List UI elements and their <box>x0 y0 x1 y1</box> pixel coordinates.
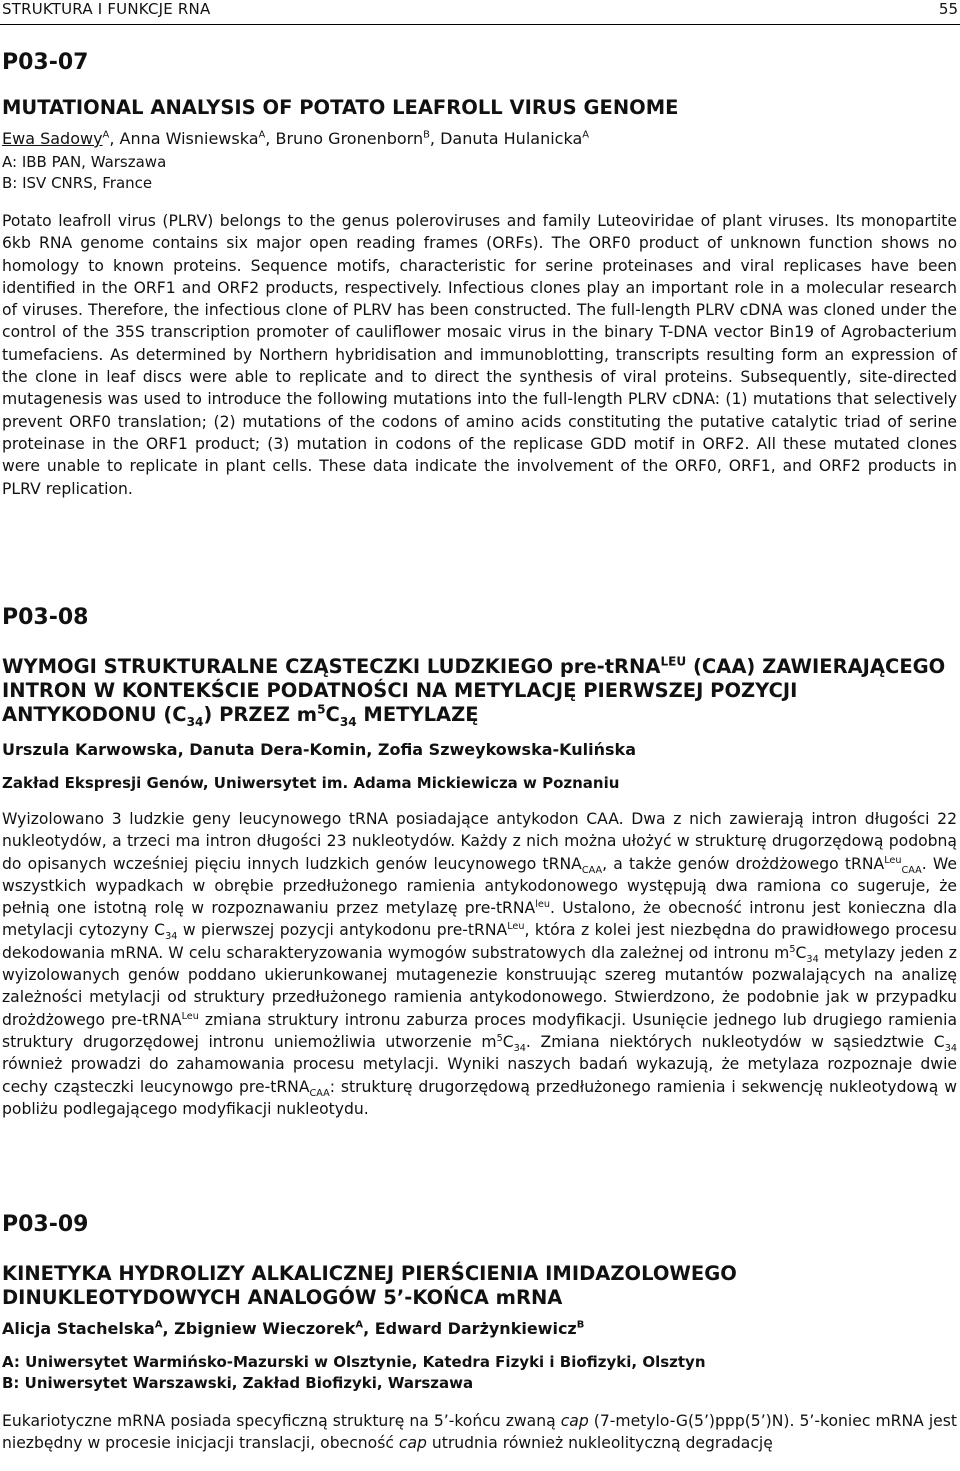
body-text: C <box>795 943 807 962</box>
title-superscript: 5 <box>317 702 326 717</box>
author-list: Urszula Karwowska, Danuta Dera-Komin, Zofia Szweykowska-Kulińska <box>2 740 636 759</box>
body-italic: cap <box>560 1412 589 1430</box>
title-subscript: 34 <box>339 714 357 729</box>
affiliation: Zakład Ekspresji Genów, Uniwersytet im. Adama Mickiewicza w Poznaniu <box>2 774 620 792</box>
body-text: (7-metylo-G(5’)ppp(5’)N). 5’-koniec mRNA jest niezbędny w procesie inicjacji translacji, obecność <box>2 1412 957 1453</box>
superscript: Leu <box>181 1010 199 1022</box>
body-italic: cap <box>398 1434 427 1453</box>
subscript: 34 <box>806 953 819 965</box>
abstract-body: Potato leafroll virus (PLRV) belongs to the genus poleroviruses and family Luteoviridae of plant viruses. Its monopartite 6kb RNA genome contains six major open reading frames (ORFs). The ORF0 product of unknown function shows no homology to known proteins. Sequence motifs, characteristic for serine proteinases and viral replicases have been identified in the ORF1 and ORF2 products, respectively. Infectious clones play an important role in a molecular research of viruses. Therefore, the infectious clone of PLRV has been constructed. The full-length PLRV cDNA was cloned under the control of the 35S transcription promoter of cauliflower mosaic virus in the binary T-DNA vector Bin19 of Agrobacterium tumefaciens. As determined by Northern hybridisation and immunoblotting, transcripts resulting form an expression of the clone in leaf discs were able to replicate and to direct the synthesis of viral proteins. Subsequently, site-directed mutagenesis was used to introduce the following mutations into the full-length PLRV cDNA: (1) mutations that selectively prevent ORF0 translation; (2) mutations of the codons of amino acids constituting the putative catalytic triad of serine proteinase in the ORF1 product; (3) mutation in codons of the replicase GDD motif in ORF2. All these mutated clones were unable to replicate in plant cells. These data indicate the involvement of the ORF0, ORF1, and ORF2 products in PLRV replication. <box>2 212 957 498</box>
title-part: (CAA) ZAWIERAJĄCEGO INTRON W KONTEKŚCIE PODATNOŚCI NA METYLACJĘ PIERWSZEJ POZYCJI ANTYKODONU (C <box>2 655 946 726</box>
author-affiliation-mark: A <box>102 129 110 141</box>
abstract-p03-09 <box>2 1210 957 1455</box>
author-list <box>2 1318 957 1340</box>
subscript: 34 <box>944 1043 957 1055</box>
abstract-code: P03-08 <box>2 605 89 630</box>
section-title: STRUKTURA I FUNKCJE RNA <box>2 0 211 18</box>
body-text: w pierwszej pozycji antykodonu pre-tRNA <box>177 921 508 940</box>
body-text: , a także genów drożdżowego tRNA <box>602 854 885 873</box>
title-part: ) PRZEZ m <box>203 703 318 726</box>
author-name: Bruno Gronenborn <box>275 129 424 148</box>
author-separator: , <box>429 129 441 148</box>
subscript: CAA <box>309 1087 330 1099</box>
body-text: metylazy jeden z wyizolowanych genów poddano ukierunkowanej mutagenezie konstruując szereg mutantów pozwalających na analizę zależności metylacji od struktury przedłużonego ramienia antykodonowego. Stwierdzono, że podobnie jak w przypadku drożdżowego pre-tRNA <box>2 943 957 1029</box>
title-part: C <box>325 703 340 726</box>
author-name: Alicja Stachelska <box>2 1319 155 1338</box>
subscript: 34 <box>513 1043 526 1055</box>
subscript: CAA <box>901 864 922 876</box>
superscript: Leu <box>884 854 902 866</box>
author-affiliation-mark: A <box>582 129 590 141</box>
title-superscript: LEU <box>660 654 687 669</box>
author-affiliation-mark: B <box>423 129 430 141</box>
affiliation-a: A: Uniwersytet Warmińsko-Mazurski w Olsztynie, Katedra Fizyki i Biofizyki, Olsztyn <box>2 1353 706 1371</box>
subscript: 34 <box>165 931 178 943</box>
subscript: CAA <box>581 864 603 876</box>
author-name: Ewa Sadowy <box>2 129 103 148</box>
superscript: Leu <box>507 921 525 933</box>
affiliation-b: B: Uniwersytet Warszawski, Zakład Biofizyki, Warszawa <box>2 1374 474 1392</box>
abstract-code: P03-09 <box>2 1212 89 1237</box>
author-name: Danuta Hulanicka <box>440 129 583 148</box>
body-text: , która z kolei jest niezbędna do prawidłowego procesu dekodowania mRNA. W celu scharakteryzowania wymogów substratowych dla zależnej od intronu m <box>2 921 957 962</box>
body-text: : strukturę drugorzędową przedłużonego ramienia i sekwencję nukleotydową w pobliżu podlegającego modyfikacji nukleotydu. <box>2 1077 957 1118</box>
author-name: Edward Darżynkiewicz <box>374 1319 577 1338</box>
body-text: C <box>502 1032 514 1051</box>
author-separator: , <box>363 1319 375 1338</box>
author-affiliation-mark: A <box>258 129 266 141</box>
page-number: 55 <box>938 0 958 18</box>
title-subscript: 34 <box>186 714 204 729</box>
abstract-body <box>2 1410 957 1455</box>
abstract-body <box>2 808 957 1120</box>
body-text: Wyizolowano 3 ludzkie geny leucynowego tRNA posiadające antykodon CAA. Dwa z nich zawierają intron długości 22 nukleotydów, a trzeci ma intron długości 23 nukleotydów. Każdy z nich można ułożyć w strukturę drugorzędową podobną do opisanych wcześniej pięciu innych ludzkich genów leucynowego tRNA <box>2 810 957 873</box>
body-text: utrudnia również nukleolityczną degradację <box>426 1434 773 1453</box>
author-name: Anna Wisniewska <box>119 129 259 148</box>
superscript: 5 <box>789 943 796 955</box>
author-affiliation-mark: A <box>355 1319 364 1331</box>
author-affiliation-mark: B <box>576 1319 585 1331</box>
affiliation-a: A: IBB PAN, Warszawa <box>2 153 167 171</box>
abstract-title <box>2 655 957 727</box>
abstract-p03-08 <box>2 603 957 1120</box>
body-text: również prowadzi do zahamowania procesu metylacji. Wyniki naszych badań wykazują, że metylaza rozpoznaje dwie cechy cząsteczki leucynowgo pre-tRNA <box>2 1055 957 1096</box>
superscript: leu <box>535 899 550 910</box>
abstract-title: MUTATIONAL ANALYSIS OF POTATO LEAFROLL VIRUS GENOME <box>2 96 679 119</box>
author-name: Zbigniew Wieczorek <box>174 1319 356 1338</box>
author-separator: , <box>109 129 120 148</box>
title-part: METYLAZĘ <box>356 703 479 726</box>
body-text: . Zmiana niektórych nukleotydów w sąsiedztwie C <box>525 1032 945 1051</box>
affiliation-b: B: ISV CNRS, France <box>2 174 153 192</box>
body-text: zmiana struktury intronu zaburza proces modyfikacji. Usunięcie jednego lub drugiego ramienia struktury drugorzędowej intronu uniemożliwia utworzenie m <box>2 1010 958 1051</box>
abstract-code: P03-07 <box>2 50 89 75</box>
body-text: . Ustalono, że obecność intronu jest konieczna dla metylacji cytozyny C <box>2 899 957 940</box>
page-header <box>0 0 960 25</box>
abstract-title: KINETYKA HYDROLIZY ALKALICZNEJ PIERŚCIENIA IMIDAZOLOWEGO DINUKLEOTYDOWYCH ANALOGÓW 5’-KOŃCA mRNA <box>2 1262 737 1309</box>
author-separator: , <box>265 129 276 148</box>
abstract-p03-07 <box>2 48 957 500</box>
body-text: Eukariotyczne mRNA posiada specyficzną strukturę na 5’-końcu zwaną <box>2 1412 561 1430</box>
author-list <box>2 128 957 150</box>
author-separator: , <box>162 1319 175 1338</box>
author-affiliation-mark: A <box>154 1319 163 1331</box>
superscript: 5 <box>496 1032 503 1044</box>
title-part: WYMOGI STRUKTURALNE CZĄSTECZKI LUDZKIEGO pre-tRNA <box>2 655 661 678</box>
body-text: . We wszystkich wypadkach w obrębie przedłużonego ramienia antykodonowego występują dwa ramiona co sugeruje, że pełnią one istotną rolę w rozpoznawaniu przez metylazę pre-tRNA <box>2 854 957 918</box>
